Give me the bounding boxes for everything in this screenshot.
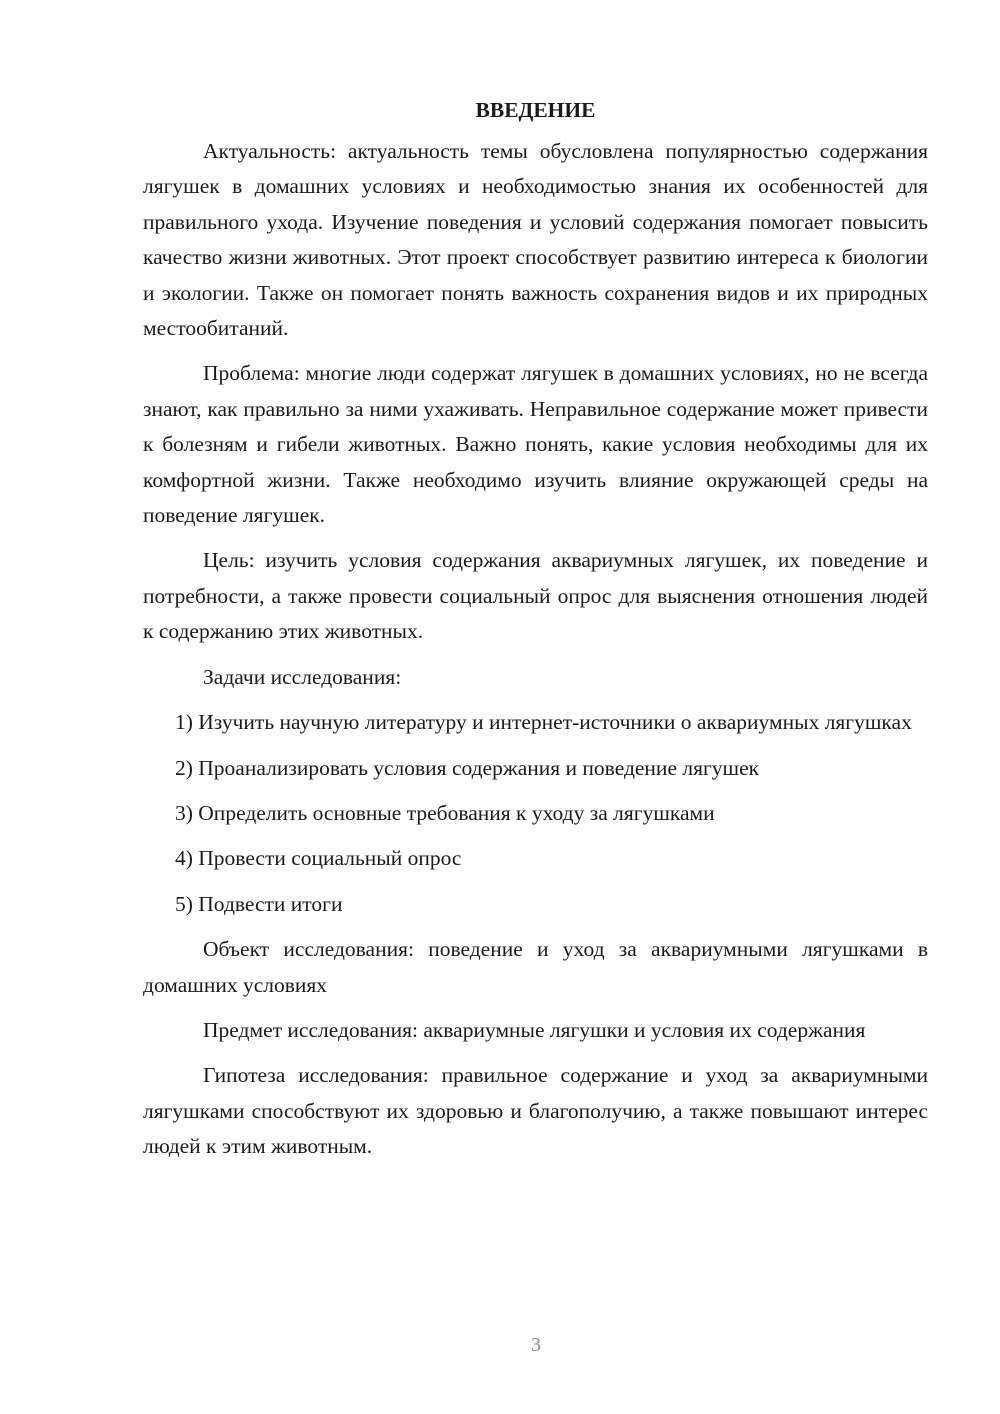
- relevance-paragraph: Актуальность: актуальность темы обусловлена популярностью содержания лягушек в домашних условиях и необходимостью знания их особенностей для правильного ухода. Изучение поведения и условий содержания помогает повысить качество жизни животных. Этот проект способствует развитию интереса к биологии и экологии. Также он помогает понять важность сохранения видов и их природных местообитаний.: [143, 139, 928, 341]
- object-paragraph: Объект исследования: поведение и уход за аквариумными лягушками в домашних условиях: [143, 937, 928, 997]
- task-item: 3) Определить основные требования к уходу за лягушками: [175, 800, 715, 825]
- task-item: 2) Проанализировать условия содержания и поведение лягушек: [175, 755, 760, 780]
- goal-paragraph: Цель: изучить условия содержания аквариумных лягушек, их поведение и потребности, а также провести социальный опрос для выяснения отношения людей к содержанию этих животных.: [143, 548, 928, 644]
- tasks-title: Задачи исследования:: [203, 664, 402, 689]
- hypothesis-paragraph: Гипотеза исследования: правильное содержание и уход за аквариумными лягушками способствуют их здоровью и благополучию, а также повышают интерес людей к этим животным.: [143, 1063, 928, 1159]
- task-item: 5) Подвести итоги: [175, 891, 343, 916]
- problem-paragraph: Проблема: многие люди содержат лягушек в домашних условиях, но не всегда знают, как правильно за ними ухаживать. Неправильное содержание может привести к болезням и гибели животных. Важно понять, какие условия необходимы для их комфортной жизни. Также необходимо изучить влияние окружающей среды на поведение лягушек.: [143, 361, 928, 528]
- task-item: 4) Провести социальный опрос: [175, 846, 462, 871]
- page-title: ВВЕДЕНИЕ: [475, 98, 596, 122]
- document-page: [143, 92, 928, 1175]
- page-number: 3: [531, 1334, 541, 1356]
- subject-paragraph: Предмет исследования: аквариумные лягушки и условия их содержания: [203, 1017, 866, 1042]
- task-item: 1) Изучить научную литературу и интернет-источники о аквариумных лягушках: [175, 710, 912, 735]
